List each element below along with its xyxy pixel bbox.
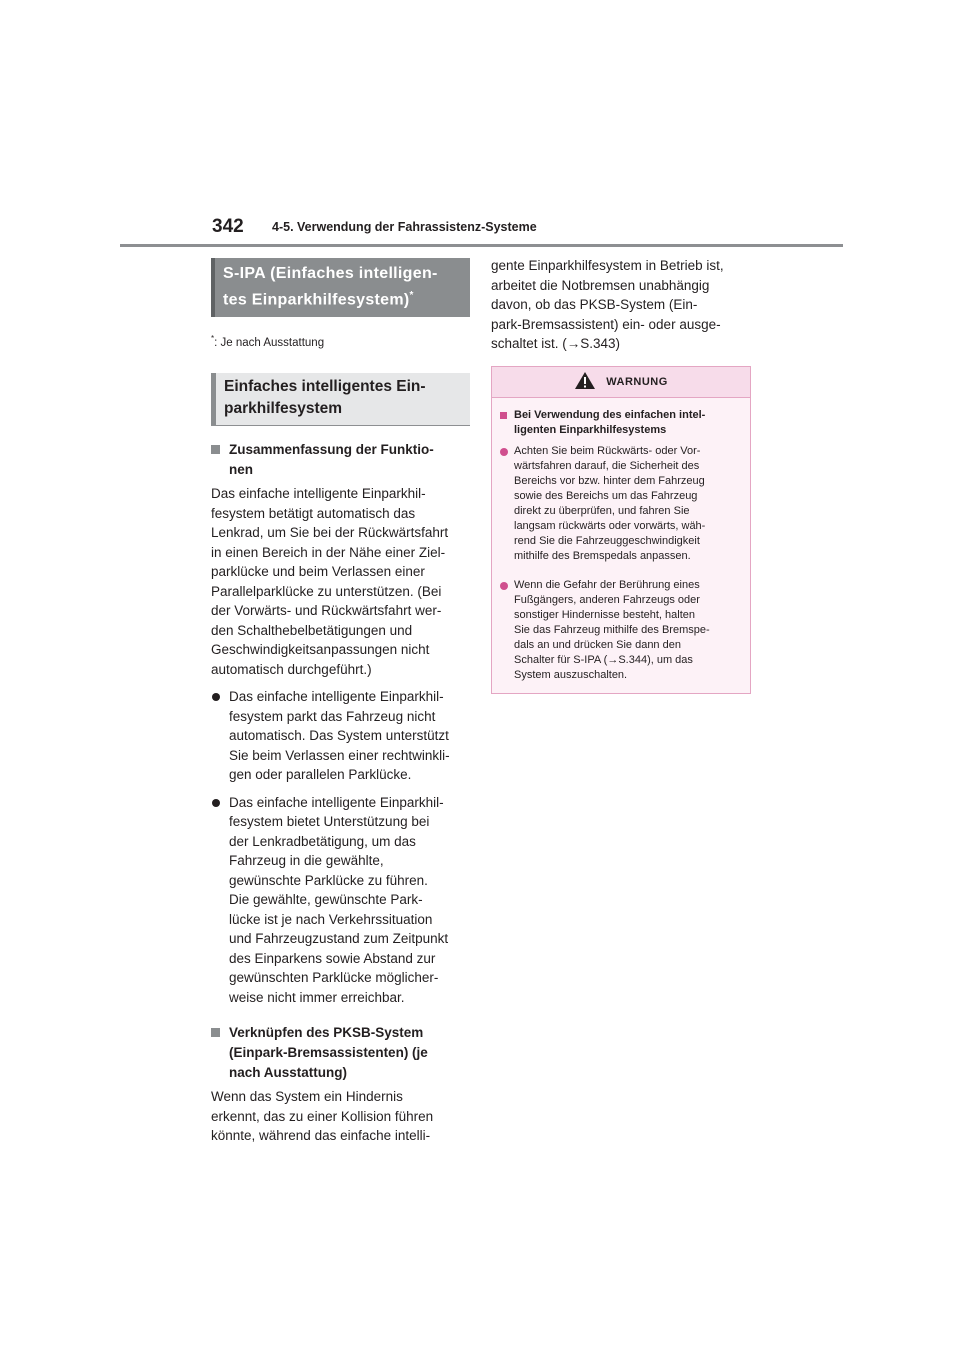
text-line: könnte, während das einfache intelli- <box>211 1128 431 1144</box>
warning-body <box>492 398 750 693</box>
paragraph-pksb-continued <box>491 256 751 354</box>
text-line: lücke ist je nach Verkehrssituation <box>229 911 433 927</box>
text-line: der Lenkradbetätigung, um das <box>229 833 416 849</box>
text-line: weise nicht immer erreichbar. <box>229 989 405 1005</box>
bullet-dot-icon <box>500 582 508 590</box>
heading-summary <box>211 440 470 480</box>
bullet-item <box>211 687 470 785</box>
square-bullet-icon <box>211 1028 220 1037</box>
warning-triangle-icon <box>574 371 596 393</box>
text-line: parklücke und beim Verlassen einer <box>211 564 425 580</box>
text-line: arbeitet die Notbremsen unabhängig <box>491 277 710 293</box>
text-line: der Vorwärts- und Rückwärtsfahrt wer- <box>211 603 442 619</box>
text-line: Fahrzeug in die gewählte, <box>229 853 384 869</box>
text-line: automatisch. Das System unterstützt <box>229 728 449 744</box>
warning-label: WARNUNG <box>606 375 668 388</box>
text-line: Das einfache intelligente Einparkhil- <box>229 794 444 810</box>
bullet-dot-icon <box>212 693 220 701</box>
text-line: gewünschte Parklücke zu führen. <box>229 872 428 888</box>
text-line: erkennt, das zu einer Kollision führen <box>211 1108 434 1124</box>
chapter-title: 4-5. Verwendung der Fahrassistenz-Systeme <box>272 220 537 234</box>
paragraph-summary <box>211 484 470 679</box>
text-line: Die gewählte, gewünschte Park- <box>229 892 423 908</box>
text-line: Bei Verwendung des einfachen intel- <box>514 408 706 421</box>
text-line: Wenn die Gefahr der Berührung eines <box>514 578 700 591</box>
text-line: direkt zu überprüfen, und fahren Sie <box>514 504 690 517</box>
section-title <box>211 258 470 317</box>
text-line: rend Sie die Fahrzeuggeschwindigkeit <box>514 534 700 547</box>
heading-line: Verknüpfen des PKSB-System <box>229 1025 424 1041</box>
text-line: wärtsfahren darauf, die Sicherheit des <box>514 459 700 472</box>
text-line: Das einfache intelligente Einparkhil- <box>211 486 426 502</box>
warning-heading <box>500 408 740 438</box>
text-line: sonstiger Hindernisse besteht, halten <box>514 608 695 621</box>
text-line: Fußgängers, anderen Fahrzeugs oder <box>514 593 700 606</box>
section-title-line: S-IPA (Einfaches intelligen- <box>223 265 438 282</box>
warning-item <box>500 444 740 564</box>
text-line: Parallelparklücke zu unterstützen. (Bei <box>211 583 442 599</box>
heading-line: Zusammenfassung der Funktio- <box>229 442 434 458</box>
text-line: des Einparkens sowie Abstand zur <box>229 950 436 966</box>
text-line: gente Einparkhilfesystem in Betrieb ist, <box>491 258 724 273</box>
heading-pksb <box>211 1023 470 1083</box>
text-line: gen oder parallelen Parklücke. <box>229 767 412 783</box>
text-line: schaltet ist. (→S.343) <box>491 336 621 351</box>
text-line: park-Bremsassistent) ein- oder ausge- <box>491 316 721 332</box>
square-bullet-icon <box>500 412 507 419</box>
text-line: Wenn das System ein Hindernis <box>211 1089 403 1105</box>
text-line: Das einfache intelligente Einparkhil- <box>229 689 444 705</box>
text-line: den Schalthebelbetätigungen und <box>211 622 413 638</box>
text-line: langsam rückwärts oder vorwärts, wäh- <box>514 519 706 532</box>
text-line: System auszuschalten. <box>514 668 628 681</box>
text-line: fesystem betätigt automatisch das <box>211 505 416 521</box>
footnote <box>211 331 470 351</box>
header-rule <box>120 244 843 247</box>
text-line: davon, ob das PKSB-System (Ein- <box>491 297 698 312</box>
heading-line: nach Ausstattung) <box>229 1065 347 1081</box>
bullet-item <box>211 793 470 1008</box>
text-line: Geschwindigkeitsanpassungen nicht <box>211 642 430 658</box>
section-title-line: tes Einparkhilfesystem) <box>223 291 410 309</box>
heading-line: (Einpark-Bremsassistenten) (je <box>229 1045 428 1061</box>
footnote-mark: * <box>211 334 215 344</box>
bullet-dot-icon <box>500 448 508 456</box>
bullet-dot-icon <box>212 799 220 807</box>
text-line: fesystem bietet Unterstützung bei <box>229 814 430 830</box>
text-line: Sie das Fahrzeug mithilfe des Bremspe- <box>514 623 710 636</box>
text-line: Lenkrad, um Sie bei der Rückwärtsfahrt <box>211 525 449 541</box>
left-column <box>211 258 470 1146</box>
text-line: gewünschten Parklücke möglicher- <box>229 970 439 986</box>
warning-box <box>491 366 751 694</box>
square-bullet-icon <box>211 445 220 454</box>
page-number: 342 <box>212 216 244 237</box>
text-line: dals an und drücken Sie dann den <box>514 638 681 651</box>
text-line: mithilfe des Bremspedals anpassen. <box>514 549 691 562</box>
footnote-marker: * <box>409 290 414 301</box>
text-line: in einen Bereich in der Nähe einer Ziel- <box>211 544 446 560</box>
text-line: Schalter für S-IPA (→S.344), um das <box>514 653 693 666</box>
text-line: Achten Sie beim Rückwärts- oder Vor- <box>514 444 701 457</box>
subsection-title-line: parkhilfesystem <box>224 400 343 418</box>
footnote-text: : Je nach Ausstattung <box>214 337 325 350</box>
right-column <box>491 256 751 694</box>
text-line: und Fahrzeugzustand zum Zeitpunkt <box>229 931 449 947</box>
heading-line: nen <box>229 462 254 478</box>
subsection-title <box>211 373 470 426</box>
warning-item <box>500 578 740 683</box>
text-line: Sie beim Verlassen einer rechtwinkli- <box>229 747 450 763</box>
text-line: Bereichs vor bzw. hinter dem Fahrzeug <box>514 474 705 487</box>
paragraph-pksb <box>211 1087 470 1146</box>
text-line: ligenten Einparkhilfesystems <box>514 423 667 436</box>
subsection-title-line: Einfaches intelligentes Ein- <box>224 378 426 396</box>
text-line: fesystem parkt das Fahrzeug nicht <box>229 708 436 724</box>
warning-header <box>492 367 750 398</box>
text-line: sowie des Bereichs um das Fahrzeug <box>514 489 698 502</box>
text-line: automatisch durchgeführt.) <box>211 661 372 677</box>
